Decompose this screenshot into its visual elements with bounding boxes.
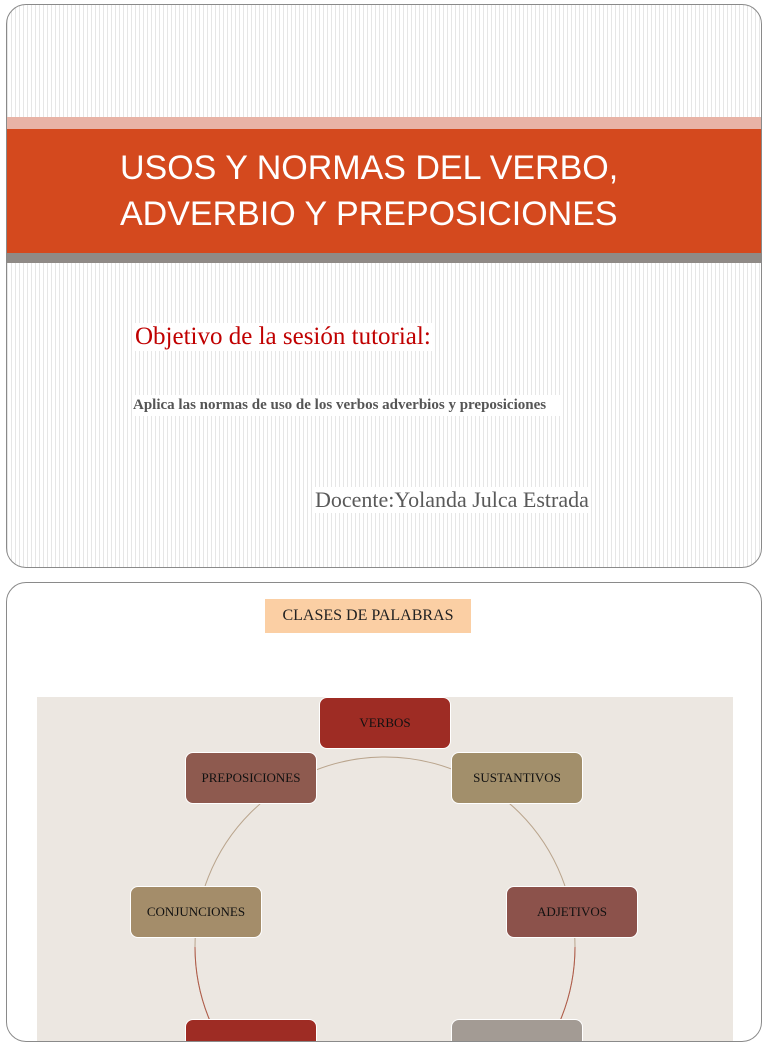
- title-line-2: ADVERBIO Y PREPOSICIONES: [120, 195, 618, 233]
- teacher-name: Docente:Yolanda Julca Estrada: [315, 487, 589, 512]
- node-verbos: VERBOS: [319, 697, 451, 749]
- node-preposiciones: PREPOSICIONES: [185, 752, 317, 804]
- node-adjetivos: ADJETIVOS: [506, 886, 638, 938]
- objective-text: Aplica las normas de uso de los verbos adverbios y preposiciones: [133, 395, 563, 416]
- slide-2: [6, 582, 762, 1042]
- title-bottom-strip: [7, 253, 761, 263]
- clases-heading: CLASES DE PALABRAS: [265, 599, 471, 633]
- title-line-1: USOS Y NORMAS DEL VERBO,: [120, 149, 619, 187]
- node-sustantivos: SUSTANTIVOS: [451, 752, 583, 804]
- title-band: [7, 129, 761, 253]
- slide-1: [6, 4, 762, 568]
- node-lower-left: [185, 1019, 317, 1042]
- objective-title: Objetivo de la sesión tutorial:: [135, 323, 431, 350]
- node-lower-right: [451, 1019, 583, 1042]
- node-conjunciones: CONJUNCIONES: [130, 886, 262, 938]
- cycle-diagram: [37, 697, 733, 1042]
